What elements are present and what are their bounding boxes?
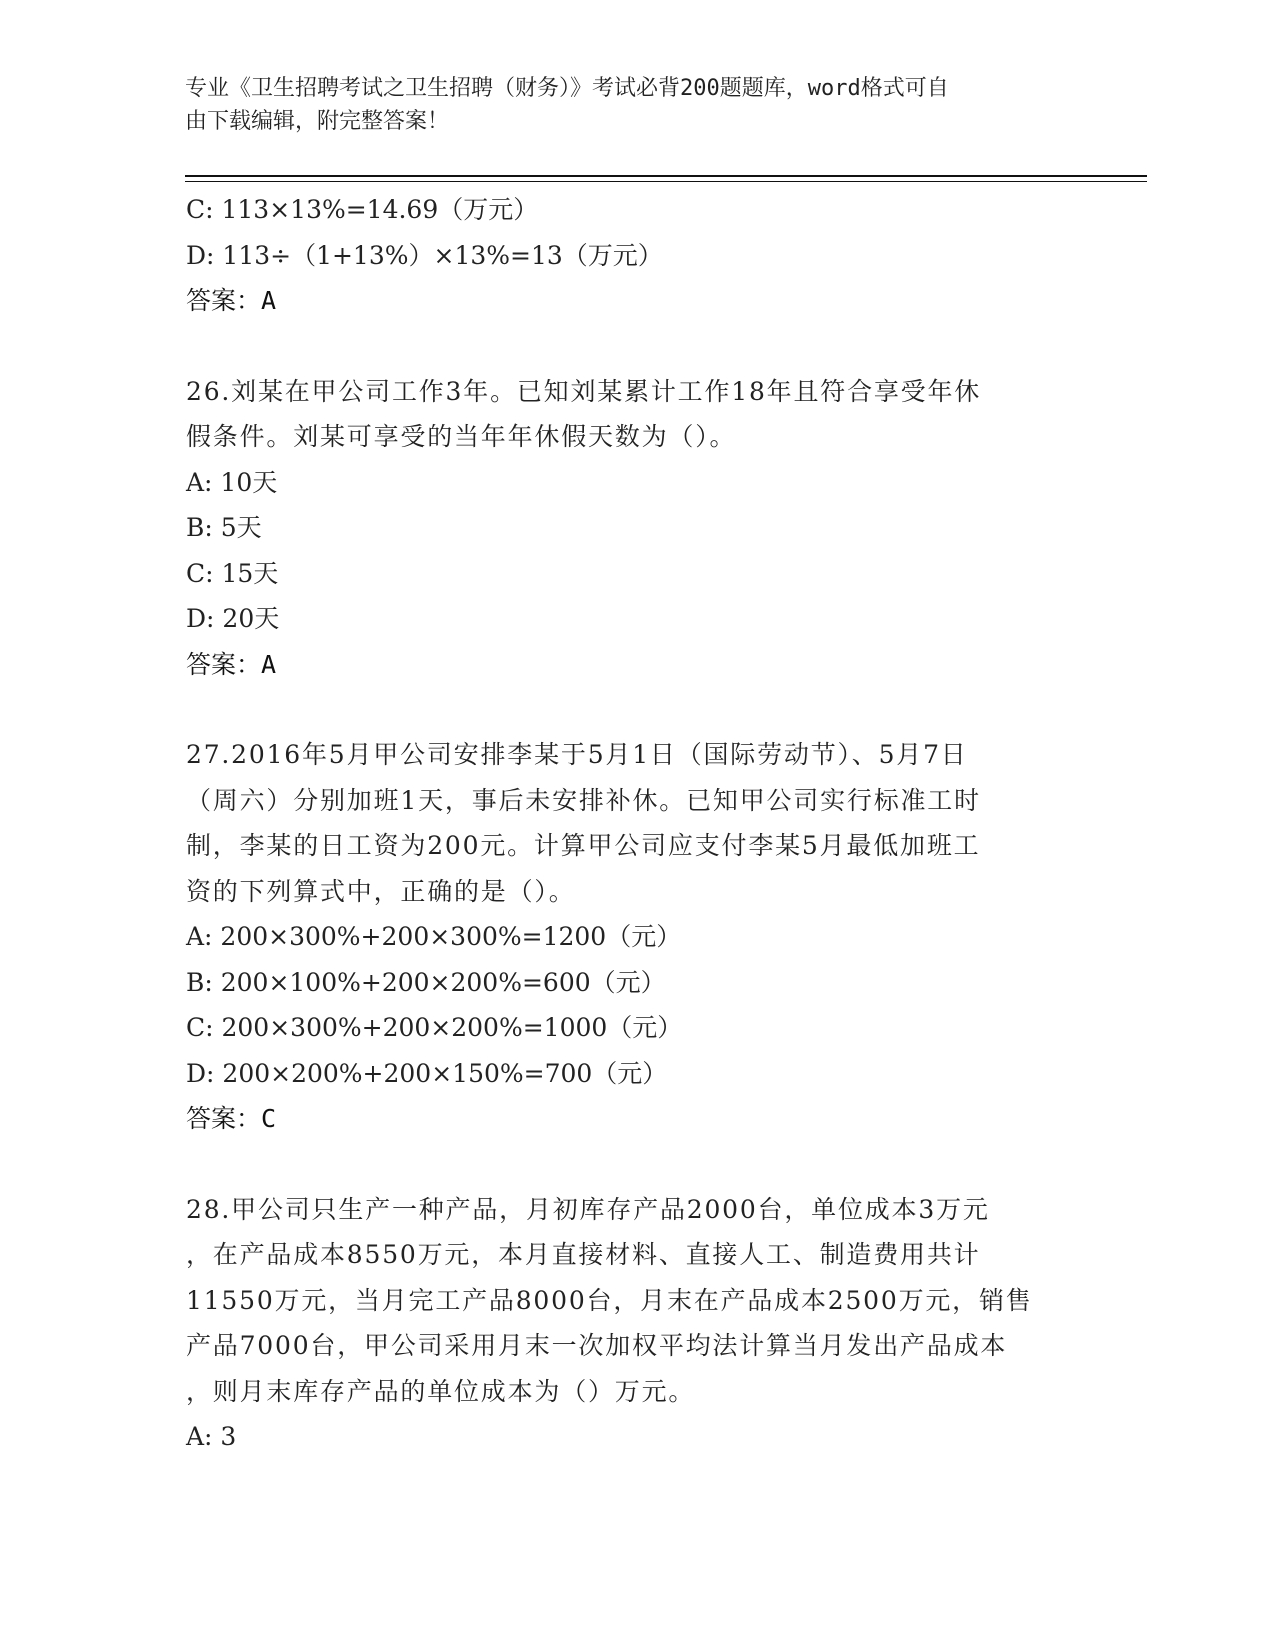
question-text: 产品7000台，甲公司采用月末一次加权平均法计算当月发出产品成本: [186, 1331, 1008, 1360]
spacer: [186, 324, 1086, 369]
header-line-1: 专业《卫生招聘考试之卫生招聘（财务）》考试必背200题题库，word格式可自: [185, 76, 949, 101]
option-c: C: 15天: [186, 558, 279, 588]
header-line-2: 由下载编辑，附完整答案！: [185, 109, 450, 134]
spacer: [186, 687, 1086, 732]
option-a: A: 10天: [186, 467, 278, 497]
option-c: C: 113×13%=14.69（万元）: [186, 195, 539, 224]
question-text: 制，李某的日工资为200元。计算甲公司应支付李某5月最低加班工: [186, 831, 981, 860]
question-text: 26.刘某在甲公司工作3年。已知刘某累计工作18年且符合享受年休: [186, 376, 982, 406]
document-header: [185, 72, 1065, 138]
question-text: 11550万元，当月完工产品8000台，月末在产品成本2500万元，销售: [186, 1285, 1033, 1315]
question-text: 假条件。刘某可享受的当年年休假天数为（）。: [186, 422, 737, 451]
spacer: [186, 1142, 1086, 1187]
question-26: [186, 369, 1086, 688]
header-divider-thick: [185, 175, 1147, 177]
question-text: 资的下列算式中，正确的是（）。: [186, 876, 576, 906]
answer-line: 答案：A: [186, 649, 277, 679]
option-a: A: 200×300%+200×300%=1200（元）: [186, 922, 682, 951]
question-text: 27.2016年5月甲公司安排李某于5月1日（国际劳动节）、5月7日: [186, 740, 968, 769]
option-d: D: 20天: [186, 604, 280, 633]
answer-line: 答案：A: [186, 286, 277, 315]
document-body: [186, 187, 1086, 1460]
option-c: C: 200×300%+200×200%=1000（元）: [186, 1013, 683, 1042]
question-text: 28.甲公司只生产一种产品，月初库存产品2000台，单位成本3万元: [186, 1194, 990, 1224]
option-b: B: 200×100%+200×200%=600（元）: [186, 967, 666, 997]
question-text: ，则月末库存产品的单位成本为（）万元。: [186, 1376, 696, 1406]
question-25-tail: [186, 187, 1086, 324]
question-27: [186, 732, 1086, 1142]
question-text: ，在产品成本8550万元，本月直接材料、直接人工、制造费用共计: [186, 1240, 981, 1269]
option-a: A: 3: [186, 1422, 237, 1451]
question-28: [186, 1187, 1086, 1460]
header-divider-thin: [185, 181, 1147, 182]
answer-line: 答案：C: [186, 1104, 277, 1133]
option-d: D: 113÷（1+13%）×13%=13（万元）: [186, 240, 663, 270]
option-b: B: 5天: [186, 513, 262, 542]
option-d: D: 200×200%+200×150%=700（元）: [186, 1058, 668, 1088]
question-text: （周六）分别加班1天，事后未安排补休。已知甲公司实行标准工时: [186, 785, 981, 815]
